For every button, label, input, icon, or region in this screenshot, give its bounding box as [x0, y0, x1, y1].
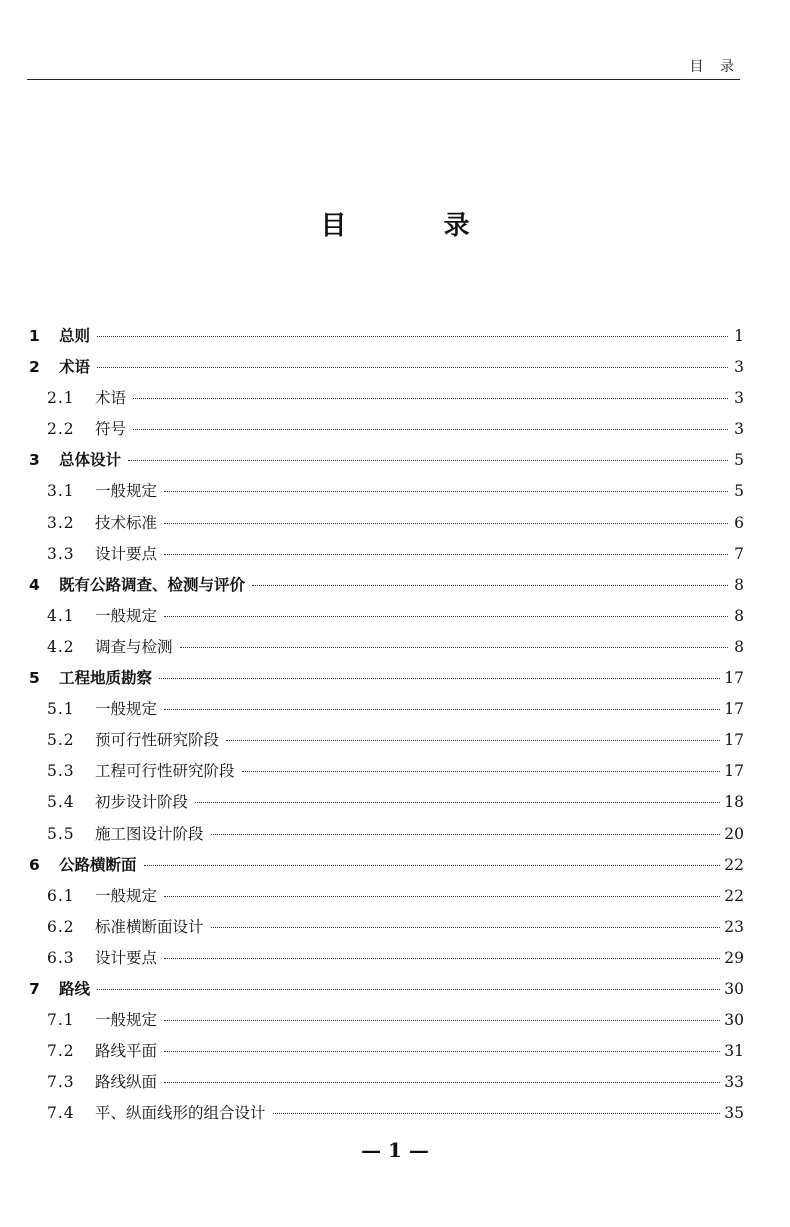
toc-entry-number: 3.1 — [47, 482, 75, 501]
toc-section-entry[interactable] — [27, 604, 744, 635]
toc-entry-page: 29 — [724, 948, 744, 967]
toc-dot-leader — [226, 740, 720, 741]
toc-entry-title: 术语 — [59, 358, 91, 377]
toc-entry-page: 31 — [724, 1042, 744, 1061]
toc-dot-leader — [164, 554, 728, 555]
toc-entry-number: 7.1 — [47, 1011, 75, 1030]
toc-entry-number: 7.2 — [47, 1042, 75, 1061]
toc-dot-leader — [133, 429, 728, 430]
toc-entry-page: 5 — [734, 482, 744, 501]
toc-entry-title: 一般规定 — [95, 482, 158, 501]
toc-entry-number: 4.1 — [47, 606, 75, 625]
toc-section-entry[interactable] — [27, 946, 744, 977]
toc-dot-leader — [164, 958, 720, 959]
toc-entry-page: 22 — [724, 886, 744, 905]
toc-entry-number: 6 — [29, 855, 40, 874]
toc-section-entry[interactable] — [27, 728, 744, 759]
toc-dot-leader — [164, 896, 720, 897]
toc-entry-title: 设计要点 — [95, 948, 158, 967]
toc-entry-title: 一般规定 — [95, 606, 158, 625]
toc-entry-page: 3 — [734, 358, 744, 377]
toc-dot-leader — [133, 398, 728, 399]
toc-dot-leader — [164, 491, 728, 492]
toc-entry-title: 术语 — [95, 389, 127, 408]
toc-section-entry[interactable] — [27, 635, 744, 666]
toc-dot-leader — [164, 616, 728, 617]
toc-entry-number: 3.2 — [47, 513, 75, 532]
toc-entry-page: 18 — [724, 793, 744, 812]
page-number: — 1 — — [361, 1138, 429, 1162]
toc-entry-page: 1 — [734, 327, 744, 345]
toc-entry-number: 6.3 — [47, 948, 75, 967]
toc-chapter-entry[interactable] — [27, 853, 744, 884]
toc-entry-page: 5 — [734, 451, 744, 470]
toc-section-entry[interactable] — [27, 1101, 744, 1132]
toc-entry-title: 预可行性研究阶段 — [95, 731, 220, 750]
toc-entry-number: 3 — [29, 451, 40, 470]
toc-entry-title: 施工图设计阶段 — [95, 824, 204, 843]
running-header: 目 录 — [689, 59, 740, 75]
toc-entry-page: 3 — [734, 389, 744, 408]
toc-entry-page: 17 — [724, 731, 744, 750]
toc-section-entry[interactable] — [27, 822, 744, 853]
toc-entry-number: 5.4 — [47, 793, 75, 812]
toc-entry-number: 5.5 — [47, 824, 75, 843]
toc-entry-title: 公路横断面 — [59, 855, 137, 874]
toc-chapter-entry[interactable] — [27, 977, 744, 1008]
toc-entry-number: 6.1 — [47, 886, 75, 905]
page-title: 目 录 — [320, 211, 514, 241]
toc-entry-page: 8 — [734, 637, 744, 656]
toc-entry-page: 17 — [724, 700, 744, 719]
toc-section-entry[interactable] — [27, 542, 744, 573]
toc-dot-leader — [164, 523, 728, 524]
toc-entry-number: 5.3 — [47, 762, 75, 781]
toc-section-entry[interactable] — [27, 1008, 744, 1039]
toc-entry-page: 3 — [734, 420, 744, 439]
toc-entry-page: 33 — [724, 1073, 744, 1092]
toc-entry-page: 30 — [724, 979, 744, 998]
toc-section-entry[interactable] — [27, 479, 744, 510]
toc-dot-leader — [159, 678, 720, 679]
toc-entry-number: 4 — [29, 575, 40, 594]
toc-section-entry[interactable] — [27, 697, 744, 728]
toc-entry-number: 5.2 — [47, 731, 75, 750]
toc-entry-title: 初步设计阶段 — [95, 793, 189, 812]
toc-dot-leader — [97, 989, 720, 990]
toc-chapter-entry[interactable] — [27, 573, 744, 604]
toc-entry-page: 35 — [724, 1104, 744, 1123]
toc-entry-title: 总体设计 — [59, 451, 122, 470]
toc-entry-page: 23 — [724, 917, 744, 936]
toc-entry-title: 工程可行性研究阶段 — [95, 762, 235, 781]
toc-chapter-entry[interactable] — [27, 355, 744, 386]
toc-dot-leader — [195, 802, 720, 803]
toc-entry-title: 技术标准 — [95, 513, 158, 532]
toc-dot-leader — [211, 927, 721, 928]
toc-section-entry[interactable] — [27, 386, 744, 417]
toc-entry-number: 1 — [29, 327, 40, 345]
toc-entry-title: 既有公路调查、检测与评价 — [59, 575, 246, 594]
toc-entry-page: 6 — [734, 513, 744, 532]
toc-dot-leader — [252, 585, 728, 586]
toc-dot-leader — [164, 709, 720, 710]
toc-entry-number: 5 — [29, 669, 40, 688]
toc-entry-title: 路线纵面 — [95, 1073, 158, 1092]
toc-entry-title: 总则 — [59, 327, 91, 345]
toc-dot-leader — [164, 1082, 720, 1083]
toc-entry-number: 2.1 — [47, 389, 75, 408]
toc-dot-leader — [128, 460, 728, 461]
toc-chapter-entry[interactable] — [27, 448, 744, 479]
toc-entry-page: 22 — [724, 855, 744, 874]
toc-entry-number: 6.2 — [47, 917, 75, 936]
toc-entry-page: 17 — [724, 669, 744, 688]
toc-entry-title: 路线 — [59, 979, 91, 998]
toc-entry-number: 7.4 — [47, 1104, 75, 1123]
toc-entry-number: 7.3 — [47, 1073, 75, 1092]
toc-entry-page: 30 — [724, 1011, 744, 1030]
toc-entry-title: 调查与检测 — [95, 637, 173, 656]
toc-entry-title: 设计要点 — [95, 544, 158, 563]
toc-chapter-entry[interactable] — [27, 666, 744, 697]
toc-entry-title: 路线平面 — [95, 1042, 158, 1061]
toc-entry-title: 平、纵面线形的组合设计 — [95, 1104, 266, 1123]
toc-entry-number: 4.2 — [47, 637, 75, 656]
toc-section-entry[interactable] — [27, 915, 744, 946]
toc-entry-page: 7 — [734, 544, 744, 563]
toc-dot-leader — [97, 367, 728, 368]
toc-entry-page: 20 — [724, 824, 744, 843]
toc-entry-number: 3.3 — [47, 544, 75, 563]
toc-section-entry[interactable] — [27, 417, 744, 448]
toc-section-entry[interactable] — [27, 884, 744, 915]
toc-dot-leader — [97, 336, 728, 337]
toc-entry-number: 2.2 — [47, 420, 75, 439]
toc-entry-number: 7 — [29, 979, 40, 998]
toc-entry-title: 一般规定 — [95, 886, 158, 905]
toc-entry-number: 2 — [29, 358, 40, 377]
toc-section-entry[interactable] — [27, 790, 744, 821]
toc-entry-title: 一般规定 — [95, 700, 158, 719]
toc-dot-leader — [144, 865, 721, 866]
toc-entry-number: 5.1 — [47, 700, 75, 719]
toc-dot-leader — [273, 1113, 721, 1114]
toc-entry-title: 工程地质勘察 — [59, 669, 153, 688]
toc-section-entry[interactable] — [27, 511, 744, 542]
toc-dot-leader — [164, 1020, 720, 1021]
toc-section-entry[interactable] — [27, 1039, 744, 1070]
toc-entry-title: 标准横断面设计 — [95, 917, 204, 936]
toc-section-entry[interactable] — [27, 1070, 744, 1101]
toc-entry-page: 8 — [734, 606, 744, 625]
toc-entry-page: 17 — [724, 762, 744, 781]
toc-dot-leader — [164, 1051, 720, 1052]
toc-entry-page: 8 — [734, 575, 744, 594]
toc-dot-leader — [242, 771, 721, 772]
toc-entry-title: 一般规定 — [95, 1011, 158, 1030]
toc-entry-title: 符号 — [95, 420, 127, 439]
header-rule — [27, 79, 740, 80]
table-of-contents — [27, 324, 744, 1132]
toc-dot-leader — [180, 647, 728, 648]
toc-chapter-entry[interactable] — [27, 324, 744, 355]
toc-section-entry[interactable] — [27, 759, 744, 790]
toc-dot-leader — [211, 834, 721, 835]
